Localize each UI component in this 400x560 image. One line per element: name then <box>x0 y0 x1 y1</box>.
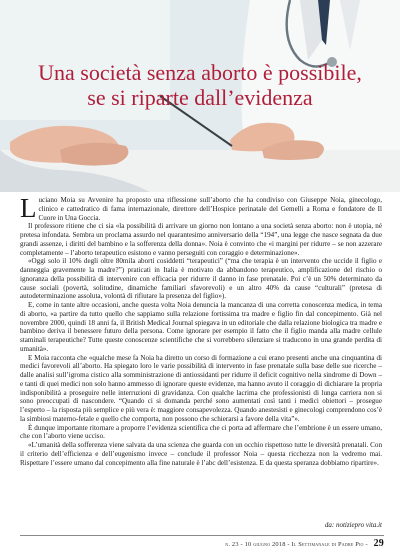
article-source: da: notiziepro vita.it <box>324 521 382 529</box>
article-paragraph-5: E Moia racconta che «qualche mese fa Noia ha diretto un corso di formazione a cui erano presenti anche una cinquantina di medici favorevoli all’aborto. Ha spiegato loro le varie possibilità di intervento in fase prenatale sulla base delle sue ricerche – dalle analisi sull’igroma cistico alla somministrazione di antiossidanti per ridurre il deficit cognitivo nella sindrome di Down – e tanti di quei medici non solo hanno ammesso di ignorare queste evidenze, ma hanno avuto il coraggio di dichiarare la propria indisponibilità a proseguire nelle interruzioni di gravidanza. Con qualche lacrima che professionisti di lunga carriera non si sono preoccupati di nascondere. “Quando ci si domanda perché sono aumentati così tanti i medici obiettori – prosegue l’esperto – la risposta più semplice e più vera è: maggiore consapevolezza. Quando anestesisti e ginecologi comprendono cos’è la simbiosi materno-fetale e quello che comporta, non possono che schierarsi a favore della vita”». <box>20 353 382 423</box>
footer-issue-info: n. 23 - 10 giugno 2018 - Il Settimanale di Padre Pio - <box>225 541 368 548</box>
footer-divider <box>20 535 384 536</box>
page-footer <box>225 538 384 549</box>
article-title-line-1: Una società senza aborto è possibile, <box>38 60 362 85</box>
article-body <box>20 193 382 467</box>
article-paragraph-4: E, come in tante altre occasioni, anche questa volta Noia denuncia la mancanza di una corretta conoscenza medica, in tema di aborto, «a partire da tutto quello che sappiamo sulla relazione fortissima tra madre e figlio fin dal concepimento. Già nel novembre 2000, quindi 18 anni fa, il British Medical Journal spiegava in un editoriale che dalla relazione biologica tra madre e bambino deriva il benessere futuro della persona. Come ignorare per esempio il fatto che il figlio manda alla madre cellule staminali terapeutiche? Tutte queste conoscenze scientifiche che si vorrebbero silenziare si traducono in una grande perdita di umanità». <box>20 301 382 353</box>
page-number: 29 <box>373 538 384 549</box>
article-paragraph-3: «Oggi solo il 10% degli oltre 80mila aborti cosiddetti “terapeutici” (“ma che terapia è un intervento che uccide il figlio e danneggia gravemente la madre?”) praticati in Italia è motivato da abbandono terapeutico, amplificazione del rischio o ignoranza della possibilità di intervenire con efficacia per ridurre il danno in fase prenatale. Poi c’è un 50% determinato da cause sociali (povertà, solitudine, dinamiche familiari sfavorevoli) e un altro 40% da cause “culturali” (pretesa di autodeterminazione assoluta, volontà di rifiutare la presenza del figlio»). <box>20 257 382 301</box>
article-paragraph-1: Luciano Moia su Avvenire ha proposto una riflessione sull’aborto che ha condiviso con Giuseppe Noia, ginecologo, clinico e cattedratico di fama internazionale, direttore dell’Hospice perinatale del Gemelli a Roma e fondatore de Il Cuore in Una Goccia. <box>20 193 382 223</box>
article-title-line-2: se si riparte dall’evidenza <box>87 85 313 110</box>
article-paragraph-2: Il professore ritiene che ci sia «la possibilità di arrivare un giorno non lontano a una società senza aborto: non è utopia, né pretesa infondata. Sembra un proclama assurdo nel quarantesimo anniversario della “194”, una legge che nasce segnata da due grandi assenze, i diritti del bambino e la sofferenza della donna». Noia è convinto che «i margini per ridurre – se non azzerare completamente – l’aborto terapeutico esistono e vanno perseguiti con coraggio e determinazione». <box>20 222 382 257</box>
article-paragraph-7: «L’umanità della sofferenza viene salvata da una scienza che guarda con un occhio rispettoso tutte le diversità prenatali. Con il criterio dell’efficienza e dell’eugenismo invece – conclude il professor Noia – questa ricchezza non la vedremo mai. Rispettare l’essere umano dal concepimento alla fine naturale è l’abc dell’esistenza. E da questa speranza dobbiamo ripartire». <box>20 441 382 467</box>
article-title <box>20 60 380 110</box>
article-paragraph-6: È dunque importante ritornare a proporre l’evidenza scientifica che ci porta ad affermare che l’embrione è un essere umano, che con l’aborto viene ucciso. <box>20 423 382 441</box>
